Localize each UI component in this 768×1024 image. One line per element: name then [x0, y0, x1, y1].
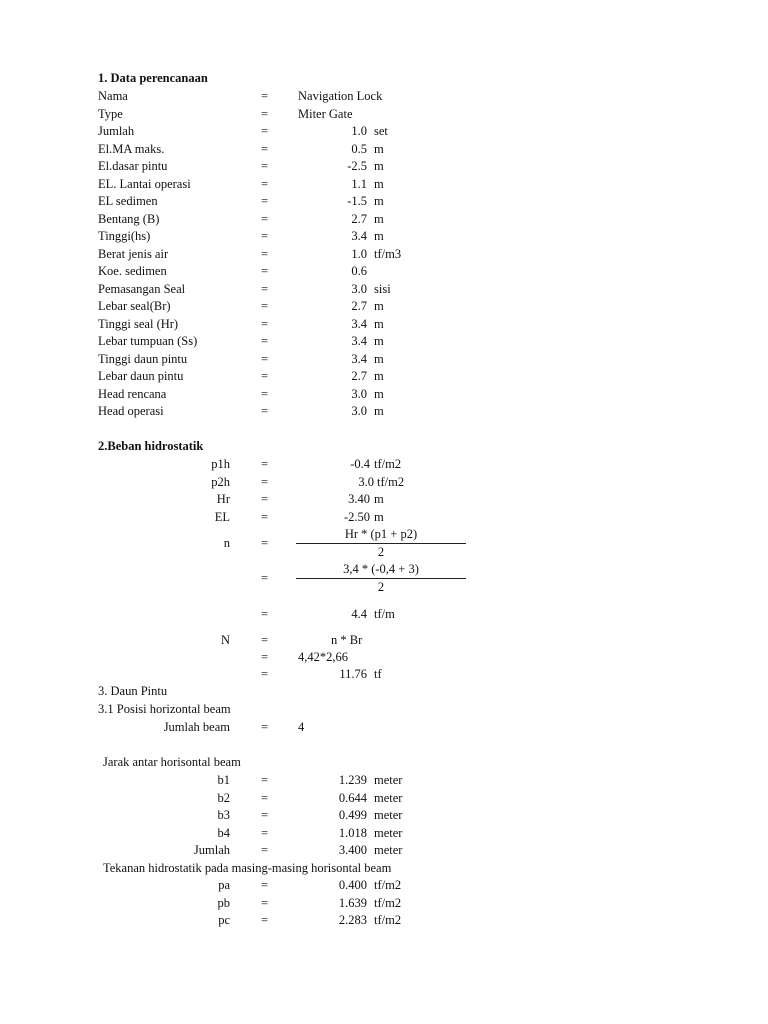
jumlah-beam-label: Jumlah beam: [163, 720, 230, 734]
row-value: 1.0: [351, 124, 367, 138]
jumlah-beam-eq: =: [261, 720, 269, 734]
row-value: 2.7: [351, 211, 367, 226]
subst-eq: =: [261, 571, 269, 585]
section-1-title: 1. Data perencanaan: [98, 71, 208, 85]
row-unit: m: [374, 211, 384, 226]
N-unit: tf: [374, 667, 382, 681]
section-3-title: 3. Daun Pintu: [98, 684, 168, 698]
beam-label: Jumlah: [193, 843, 230, 857]
row-equals: =: [261, 316, 269, 331]
row-value: 3.0: [351, 404, 367, 418]
row-label: Nama: [98, 89, 128, 103]
row-unit: m: [374, 229, 384, 243]
N-subst: 4,42*2,66: [298, 650, 348, 664]
beam-label: b4: [217, 825, 230, 840]
pressure-label: pa: [218, 878, 230, 892]
beam-unit: meter: [374, 808, 403, 822]
row-label: Tinggi seal (Hr): [98, 316, 179, 331]
row-value: 3.4: [351, 351, 367, 366]
row-label: El.dasar pintu: [98, 159, 168, 173]
pressure-equals: =: [261, 878, 269, 892]
row-label: Head operasi: [98, 404, 164, 418]
row-equals: =: [261, 299, 269, 313]
row-label: Lebar tumpuan (Ss): [98, 334, 198, 348]
el-value: -2.50: [343, 510, 370, 524]
row-unit: m: [374, 404, 384, 418]
n-value: 4.4: [351, 607, 367, 621]
row-value: -2.5: [347, 159, 367, 173]
N-value: 11.76: [339, 667, 367, 681]
row-text-value: Navigation Lock: [298, 89, 383, 103]
row-unit: m: [374, 386, 384, 401]
row-value: 0.6: [351, 264, 367, 278]
n-eq: =: [261, 536, 269, 550]
N-formula: n * Br: [331, 633, 363, 647]
pressure-equals: =: [261, 913, 269, 927]
section-3-1-subtitle: 3.1 Posisi horizontal beam: [98, 702, 231, 716]
beam-value: 1.239: [338, 773, 367, 787]
p2h-value: 3.0: [358, 475, 374, 489]
pressure-value: 0.400: [338, 878, 367, 892]
row-value: 3.4: [351, 229, 367, 243]
row-unit: m: [374, 176, 384, 191]
row-equals: =: [261, 229, 269, 243]
pressure-unit: tf/m2: [374, 895, 402, 910]
beam-equals: =: [261, 790, 269, 805]
row-value: 2.7: [351, 369, 367, 383]
row-equals: =: [261, 159, 269, 173]
beam-label: b3: [217, 808, 230, 822]
row-label: Pemasangan Seal: [98, 281, 186, 296]
row-label: Lebar daun pintu: [98, 369, 184, 383]
jarak-title: Jarak antar horisontal beam: [103, 755, 241, 769]
subst-denominator: 2: [377, 580, 385, 594]
beam-value: 3.400: [338, 843, 367, 857]
N-result-eq: =: [261, 667, 269, 681]
row-equals: =: [261, 176, 269, 191]
row-label: Berat jenis air: [98, 246, 169, 261]
row-equals: =: [261, 334, 269, 348]
row-equals: =: [261, 351, 269, 366]
n-unit: tf/m: [374, 607, 395, 621]
row-equals: =: [261, 386, 269, 401]
row-unit: m: [374, 351, 384, 366]
beam-equals: =: [261, 773, 269, 787]
row-unit: m: [374, 299, 384, 313]
row-value: 3.0: [351, 281, 367, 296]
beam-equals: =: [261, 825, 269, 840]
row-value: 0.5: [351, 141, 367, 156]
p1h-label: p1h: [211, 457, 230, 471]
pressure-label: pc: [218, 913, 230, 927]
row-equals: =: [261, 141, 269, 156]
hr-eq: =: [261, 492, 269, 506]
row-unit: m: [374, 194, 384, 208]
formula-numerator: Hr * (p1 + p2): [344, 527, 418, 541]
row-value: -1.5: [347, 194, 367, 208]
N-eq: =: [261, 633, 269, 647]
row-text-value: Miter Gate: [298, 106, 353, 121]
beam-equals: =: [261, 808, 269, 822]
beam-label: b2: [217, 790, 230, 805]
p1h-eq: =: [261, 457, 269, 471]
p2h-unit: tf/m2: [377, 475, 405, 489]
row-unit: m: [374, 334, 384, 348]
row-label: EL. Lantai operasi: [98, 176, 191, 191]
beam-unit: meter: [374, 843, 403, 857]
row-equals: =: [261, 89, 269, 103]
row-unit: m: [374, 159, 384, 173]
row-equals: =: [261, 246, 269, 261]
row-label: Bentang (B): [98, 211, 160, 226]
hr-label: Hr: [216, 492, 230, 506]
pressure-value: 1.639: [338, 895, 367, 910]
n-result-eq: =: [261, 607, 269, 621]
N-label: N: [220, 633, 230, 647]
section-2-title: 2.Beban hidrostatik: [98, 439, 204, 453]
beam-equals: =: [261, 843, 269, 857]
row-equals: =: [261, 264, 269, 278]
row-equals: =: [261, 404, 269, 418]
beam-value: 0.499: [338, 808, 367, 822]
row-value: 3.4: [351, 316, 367, 331]
beam-unit: meter: [374, 825, 403, 840]
row-label: EL sedimen: [98, 194, 158, 208]
row-equals: =: [261, 194, 269, 208]
row-unit: tf/m3: [374, 246, 402, 261]
el-label: EL: [214, 510, 230, 524]
row-label: Head rencana: [98, 386, 167, 401]
jumlah-beam-value: 4: [298, 720, 305, 734]
row-label: Tinggi(hs): [98, 229, 151, 243]
N-subst-eq: =: [261, 650, 269, 664]
row-label: El.MA maks.: [98, 141, 165, 156]
row-label: Type: [98, 106, 123, 121]
row-unit: set: [374, 124, 388, 138]
el-unit: m: [374, 510, 384, 524]
hr-value: 3.40: [348, 492, 370, 506]
row-label: Jumlah: [98, 124, 135, 138]
pressure-unit: tf/m2: [374, 913, 402, 927]
p2h-label: p2h: [211, 475, 230, 489]
row-value: 1.0: [351, 246, 367, 261]
row-equals: =: [261, 124, 269, 138]
beam-label: b1: [217, 773, 230, 787]
row-label: Lebar seal(Br): [98, 299, 171, 313]
hr-unit: m: [374, 492, 384, 506]
n-label: n: [223, 536, 230, 550]
row-value: 3.4: [351, 334, 367, 348]
formula-denominator: 2: [377, 545, 385, 559]
beam-value: 0.644: [338, 790, 367, 805]
row-equals: =: [261, 211, 269, 226]
row-equals: =: [261, 106, 269, 121]
row-label: Koe. sedimen: [98, 264, 167, 278]
row-equals: =: [261, 281, 269, 296]
row-unit: m: [374, 141, 384, 156]
row-unit: sisi: [374, 281, 391, 296]
p1h-unit: tf/m2: [374, 457, 402, 471]
pressure-value: 2.283: [338, 913, 367, 927]
beam-value: 1.018: [338, 825, 367, 840]
row-label: Tinggi daun pintu: [98, 351, 188, 366]
pressure-equals: =: [261, 895, 269, 910]
beam-unit: meter: [374, 790, 403, 805]
pressure-unit: tf/m2: [374, 878, 402, 892]
row-equals: =: [261, 369, 269, 383]
row-unit: m: [374, 369, 384, 383]
subst-numerator: 3,4 * (-0,4 + 3): [343, 562, 419, 576]
p2h-eq: =: [261, 475, 269, 489]
row-value: 1.1: [351, 176, 367, 191]
p1h-value: -0.4: [350, 457, 370, 471]
tekanan-title: Tekanan hidrostatik pada masing-masing horisontal beam: [103, 861, 392, 875]
el-eq: =: [261, 510, 269, 524]
beam-unit: meter: [374, 773, 403, 787]
row-unit: m: [374, 316, 384, 331]
row-value: 3.0: [351, 386, 367, 401]
row-value: 2.7: [351, 299, 367, 313]
pressure-label: pb: [217, 895, 230, 910]
